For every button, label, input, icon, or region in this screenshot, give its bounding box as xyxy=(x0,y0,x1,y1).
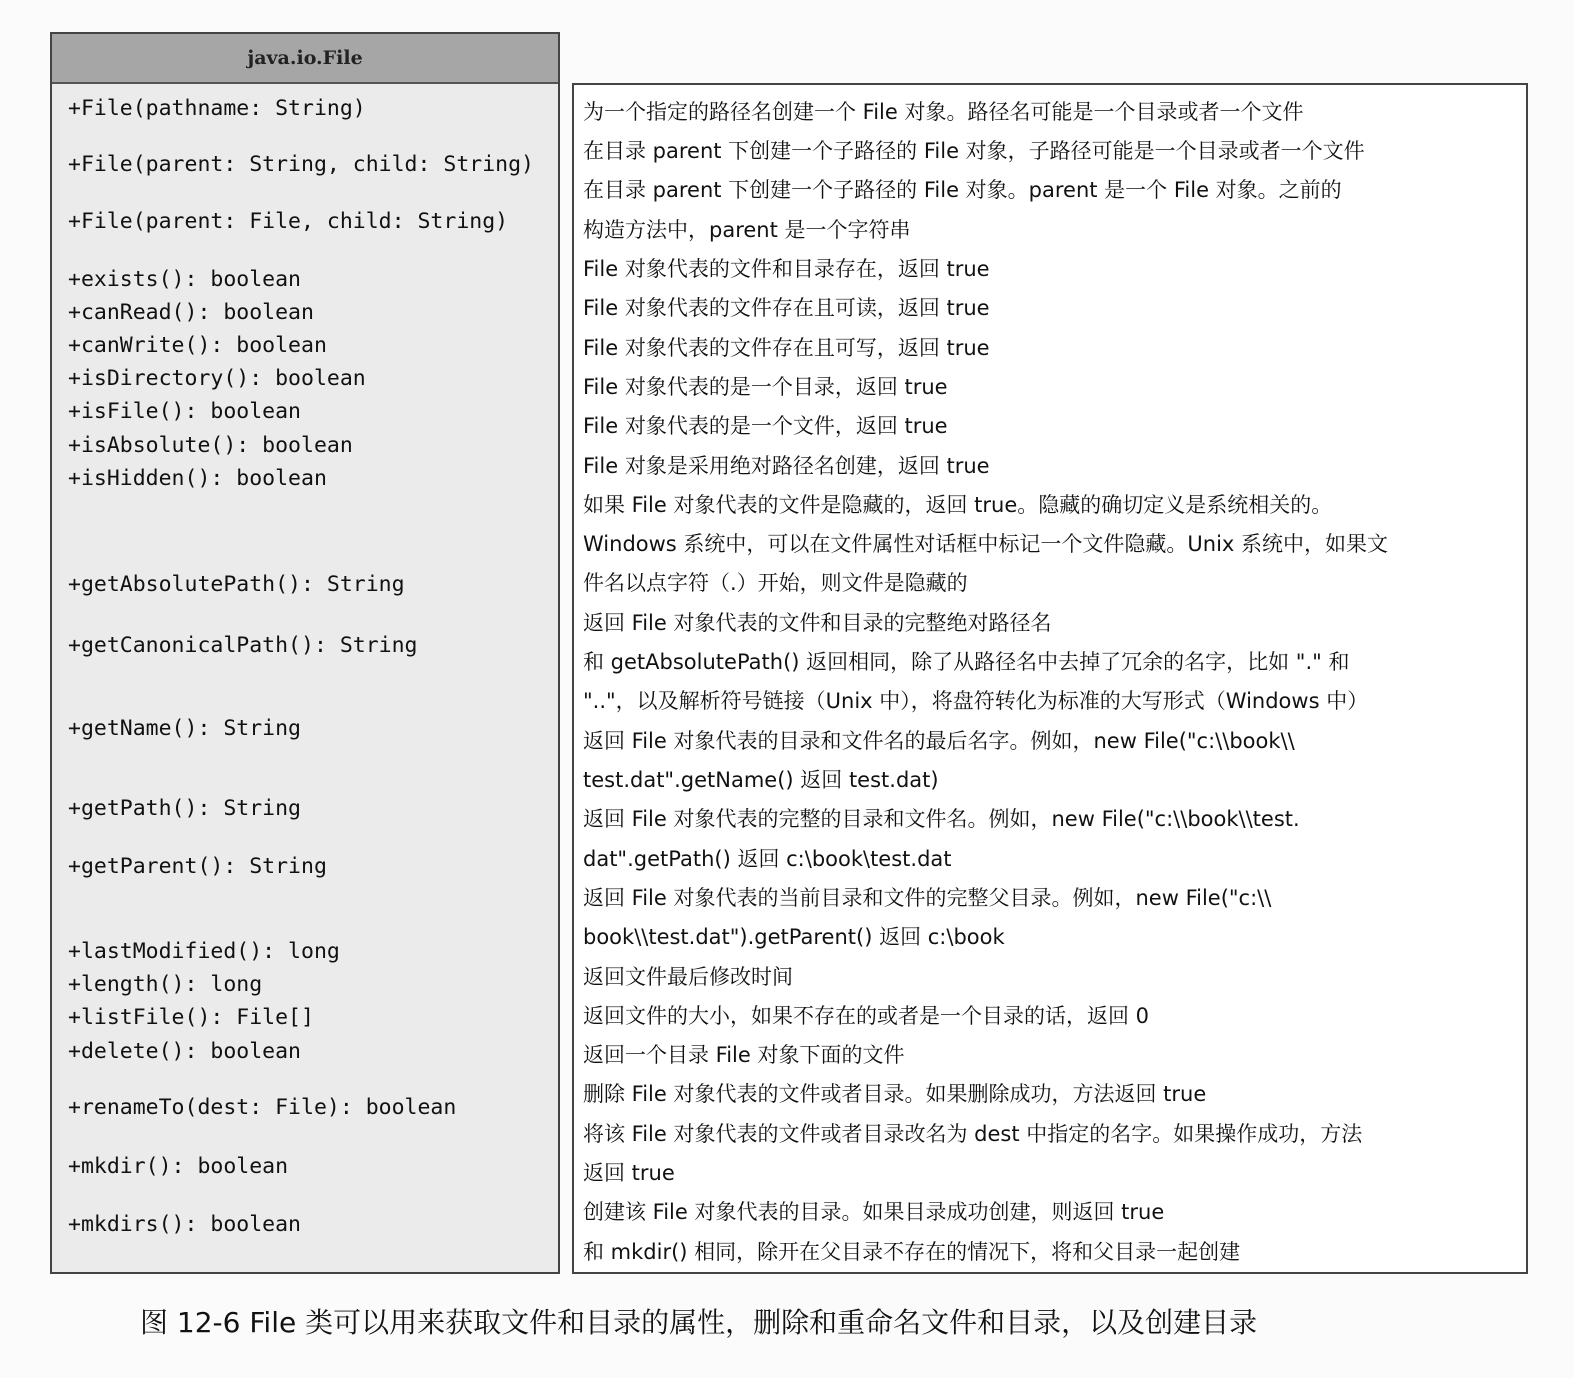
uml-method: +File(pathname: String) xyxy=(68,96,366,121)
description-line: File 对象代表的文件和目录存在，返回 true xyxy=(583,257,990,281)
uml-method: +getParent(): String xyxy=(68,854,327,879)
uml-method: +getName(): String xyxy=(68,716,301,741)
description-line: 返回文件最后修改时间 xyxy=(583,965,793,989)
description-line: 删除 File 对象代表的文件或者目录。如果删除成功，方法返回 true xyxy=(583,1082,1207,1106)
description-line: 创建该 File 对象代表的目录。如果目录成功创建，则返回 true xyxy=(583,1200,1165,1224)
description-line: 返回 true xyxy=(583,1161,675,1185)
uml-method: +length(): long xyxy=(68,972,263,997)
uml-method: +getPath(): String xyxy=(68,796,301,821)
description-line: File 对象是采用绝对路径名创建，返回 true xyxy=(583,454,990,478)
description-line: Windows 系统中，可以在文件属性对话框中标记一个文件隐藏。Unix 系统中，如果文 xyxy=(583,532,1389,556)
description-line: 返回 File 对象代表的当前目录和文件的完整父目录。例如，new File("c:\\ xyxy=(583,886,1272,910)
description-line: book\\test.dat").getParent() 返回 c:\book xyxy=(583,925,1005,949)
figure-caption: 图 12-6 File 类可以用来获取文件和目录的属性，删除和重命名文件和目录，以及创建目录 xyxy=(140,1306,1258,1339)
description-line: 返回文件的大小，如果不存在的或者是一个目录的话，返回 0 xyxy=(583,1004,1150,1028)
uml-method: +isHidden(): boolean xyxy=(68,466,327,491)
uml-method: +isDirectory(): boolean xyxy=(68,366,366,391)
uml-method: +File(parent: String, child: String) xyxy=(68,152,534,177)
uml-method: +delete(): boolean xyxy=(68,1039,301,1064)
uml-method: +isFile(): boolean xyxy=(68,399,301,424)
description-line: File 对象代表的文件存在且可读，返回 true xyxy=(583,296,990,320)
description-line: 和 mkdir() 相同，除开在父目录不存在的情况下，将和父目录一起创建 xyxy=(583,1240,1241,1264)
description-line: 和 getAbsolutePath() 返回相同，除了从路径名中去掉了冗余的名字，比如 "." 和 xyxy=(583,650,1350,674)
description-line: ".."，以及解析符号链接（Unix 中），将盘符转化为标准的大写形式（Windows 中） xyxy=(583,689,1369,713)
description-line: 返回一个目录 File 对象下面的文件 xyxy=(583,1043,905,1067)
uml-method: +canRead(): boolean xyxy=(68,300,314,325)
uml-method: +mkdirs(): boolean xyxy=(68,1212,301,1237)
description-line: File 对象代表的是一个目录，返回 true xyxy=(583,375,948,399)
description-line: 将该 File 对象代表的文件或者目录改名为 dest 中指定的名字。如果操作成功，方法 xyxy=(583,1122,1363,1146)
uml-class-box xyxy=(50,32,560,1274)
uml-method: +exists(): boolean xyxy=(68,267,301,292)
uml-method: +listFile(): File[] xyxy=(68,1005,314,1030)
description-line: File 对象代表的是一个文件，返回 true xyxy=(583,414,948,438)
description-line: 件名以点字符（.）开始，则文件是隐藏的 xyxy=(583,571,968,595)
uml-method: +getAbsolutePath(): String xyxy=(68,572,405,597)
uml-method: +File(parent: File, child: String) xyxy=(68,209,509,234)
uml-method: +isAbsolute(): boolean xyxy=(68,433,353,458)
description-line: test.dat".getName() 返回 test.dat) xyxy=(583,768,939,792)
uml-method: +mkdir(): boolean xyxy=(68,1154,289,1179)
description-line: 返回 File 对象代表的文件和目录的完整绝对路径名 xyxy=(583,611,1052,635)
description-box xyxy=(572,83,1528,1274)
description-line: 在目录 parent 下创建一个子路径的 File 对象。parent 是一个 File 对象。之前的 xyxy=(583,178,1342,202)
description-line: 返回 File 对象代表的完整的目录和文件名。例如，new File("c:\\book\\test. xyxy=(583,807,1300,831)
description-line: dat".getPath() 返回 c:\book\test.dat xyxy=(583,847,952,871)
uml-class-name: java.io.File xyxy=(52,34,558,84)
uml-method: +getCanonicalPath(): String xyxy=(68,633,418,658)
uml-method: +lastModified(): long xyxy=(68,939,340,964)
description-line: 构造方法中，parent 是一个字符串 xyxy=(583,218,911,242)
description-line: 如果 File 对象代表的文件是隐藏的，返回 true。隐藏的确切定义是系统相关的。 xyxy=(583,493,1333,517)
description-line: File 对象代表的文件存在且可写，返回 true xyxy=(583,336,990,360)
uml-method: +renameTo(dest: File): boolean xyxy=(68,1095,457,1120)
description-line: 为一个指定的路径名创建一个 File 对象。路径名可能是一个目录或者一个文件 xyxy=(583,100,1304,124)
uml-method: +canWrite(): boolean xyxy=(68,333,327,358)
description-line: 在目录 parent 下创建一个子路径的 File 对象，子路径可能是一个目录或者一个文件 xyxy=(583,139,1365,163)
description-line: 返回 File 对象代表的目录和文件名的最后名字。例如，new File("c:\\book\\ xyxy=(583,729,1295,753)
